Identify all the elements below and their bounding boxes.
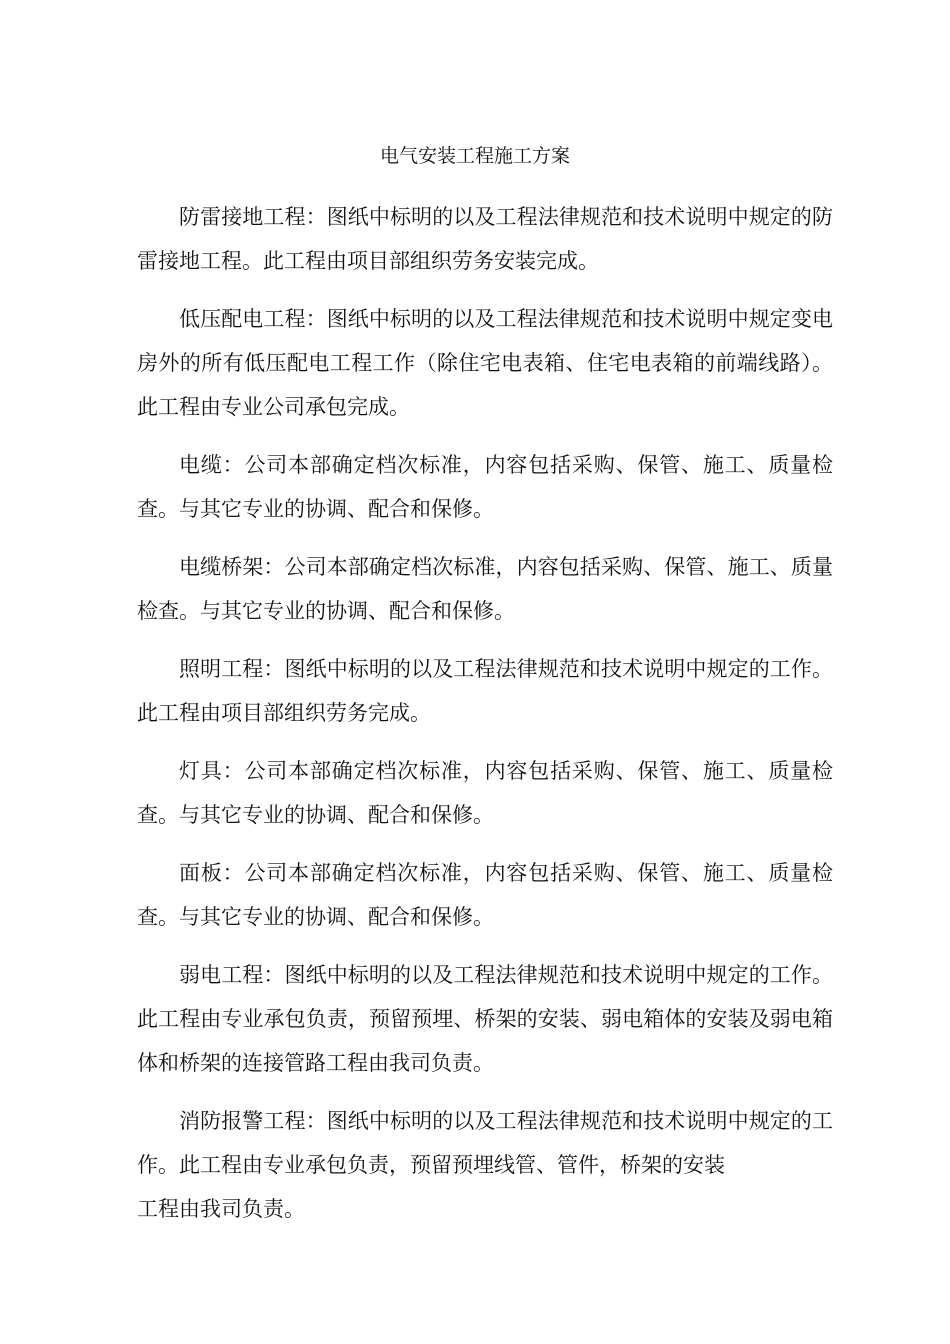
fire-alarm-tail: 工程由我司负责。 bbox=[137, 1197, 305, 1221]
document-body bbox=[137, 195, 833, 1245]
document-title: 电气安装工程施工方案 bbox=[379, 145, 570, 167]
paragraph-fire-alarm bbox=[137, 1099, 833, 1231]
paragraph-lamps: 灯具：公司本部确定档次标准，内容包括采购、保管、施工、质量检查。与其它专业的协调、配合和保修。 bbox=[137, 759, 833, 827]
paragraph-lightning-grounding: 防雷接地工程：图纸中标明的以及工程法律规范和技术说明中规定的防雷接地工程。此工程由项目部组织劳务安装完成。 bbox=[137, 205, 833, 273]
paragraph-cable-tray: 电缆桥架：公司本部确定档次标准，内容包括采购、保管、施工、质量检查。与其它专业的协调、配合和保修。 bbox=[137, 555, 833, 623]
paragraph-weak-current: 弱电工程：图纸中标明的以及工程法律规范和技术说明中规定的工作。此工程由专业承包负责，预留预埋、桥架的安装、弱电箱体的安装及弱电箱体和桥架的连接管路工程由我司负责。 bbox=[137, 963, 833, 1075]
paragraph-lighting: 照明工程：图纸中标明的以及工程法律规范和技术说明中规定的工作。此工程由项目部组织劳务完成。 bbox=[137, 657, 833, 725]
paragraph-panels: 面板：公司本部确定档次标准，内容包括采购、保管、施工、质量检查。与其它专业的协调、配合和保修。 bbox=[137, 861, 833, 929]
paragraph-low-voltage: 低压配电工程：图纸中标明的以及工程法律规范和技术说明中规定变电房外的所有低压配电工程工作（除住宅电表箱、住宅电表箱的前端线路）。此工程由专业公司承包完成。 bbox=[137, 307, 833, 419]
fire-alarm-text: 消防报警工程：图纸中标明的以及工程法律规范和技术说明中规定的工作。此工程由专业承包负责，预留预埋线管、管件，桥架的安装 bbox=[137, 1109, 833, 1177]
paragraph-cable: 电缆：公司本部确定档次标准，内容包括采购、保管、施工、质量检查。与其它专业的协调、配合和保修。 bbox=[137, 453, 833, 521]
